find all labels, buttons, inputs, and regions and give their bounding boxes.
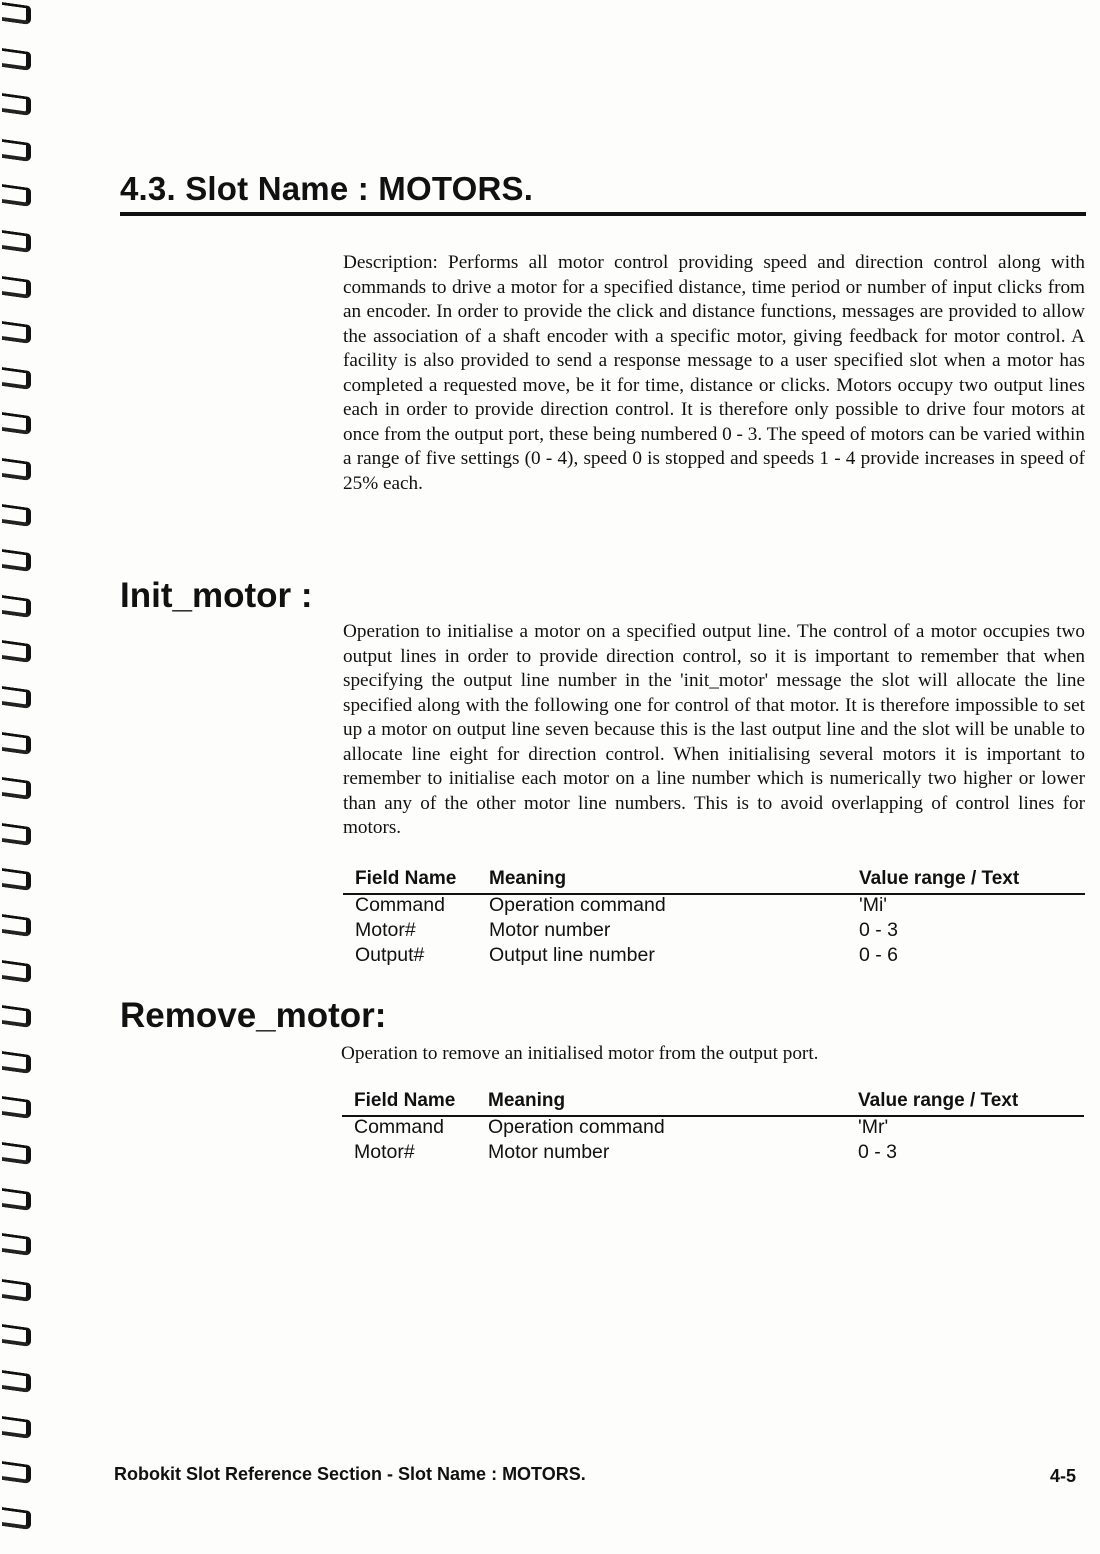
binding-ring — [2, 868, 31, 891]
description-paragraph: Description: Performs all motor control providing speed and direction control along with commands to drive a motor for a specified distance, time period or number of input clicks from an encoder. In order to provide the click and distance functions, messages are provided to allow the association of a shaft encoder with a specific motor, giving feedback for motor control. A facility is also provided to send a response message to a user specified slot when a motor has completed a requested move, be it for time, distance or clicks. Motors occupy two output lines each in order to provide direction control. It is therefore only possible to drive four motors at once from the output port, these being numbered 0 - 3. The speed of motors can be varied within a range of five settings (0 - 4), speed 0 is stopped and speeds 1 - 4 provide increases in speed of 25% each. — [343, 252, 1085, 494]
binding-ring — [2, 458, 31, 481]
binding-ring — [2, 321, 31, 344]
binding-ring — [2, 1188, 31, 1211]
binding-ring — [2, 367, 31, 390]
binding-ring — [2, 823, 31, 846]
binding-ring — [2, 914, 31, 937]
cell-field: Command — [355, 894, 445, 916]
cell-field: Command — [354, 1116, 444, 1138]
init-motor-table — [355, 868, 1085, 969]
cell-field: Output# — [355, 944, 425, 966]
binding-ring — [2, 1233, 31, 1256]
table-row — [355, 919, 1085, 944]
binding-ring — [2, 1324, 31, 1347]
binding-ring — [2, 777, 31, 800]
cell-meaning: Motor number — [489, 919, 611, 941]
binding-ring — [2, 595, 31, 618]
binding-ring — [2, 1005, 31, 1028]
table-header — [354, 1090, 1084, 1116]
binding-ring — [2, 1051, 31, 1074]
binding-ring — [2, 48, 31, 71]
binding-ring — [2, 93, 31, 116]
header-value-range: Value range / Text — [858, 1090, 1019, 1111]
header-meaning: Meaning — [488, 1090, 566, 1111]
section-heading: 4.3. Slot Name : MOTORS. — [120, 170, 534, 207]
cell-meaning: Output line number — [489, 944, 655, 966]
binding-ring — [2, 549, 31, 572]
binding-ring — [2, 504, 31, 527]
cell-value: 0 - 6 — [859, 944, 899, 966]
binding-ring — [2, 276, 31, 299]
cell-value: 0 - 3 — [859, 919, 899, 941]
cell-meaning: Motor number — [488, 1141, 610, 1163]
table-row — [355, 944, 1085, 969]
cell-value: 'Mi' — [859, 894, 888, 916]
remove-motor-heading: Remove_motor: — [120, 996, 387, 1035]
cell-value: 'Mr' — [858, 1116, 889, 1138]
heading-rule — [120, 212, 1086, 216]
cell-value: 0 - 3 — [858, 1141, 898, 1163]
table-row — [354, 1141, 1084, 1166]
header-field-name: Field Name — [355, 868, 457, 889]
binding-ring — [2, 1507, 31, 1530]
cell-field: Motor# — [355, 919, 416, 941]
cell-meaning: Operation command — [488, 1116, 665, 1138]
binding-ring — [2, 2, 31, 25]
page-number: 4-5 — [1050, 1466, 1077, 1486]
cell-meaning: Operation command — [489, 894, 666, 916]
header-field-name: Field Name — [354, 1090, 456, 1111]
binding-ring — [2, 412, 31, 435]
binding-ring — [2, 1461, 31, 1484]
init-motor-heading: Init_motor : — [120, 576, 313, 615]
table-row — [354, 1116, 1084, 1141]
binding-ring — [2, 1142, 31, 1165]
header-meaning: Meaning — [489, 868, 567, 889]
table-row — [355, 894, 1085, 919]
footer-title: Robokit Slot Reference Section - Slot Name : MOTORS. — [114, 1464, 586, 1484]
init-motor-paragraph: Operation to initialise a motor on a specified output line. The control of a motor occupies two output lines in order to provide direction control, so it is important to remember that when specifying the output line number in the 'init_motor' message the slot will allocate the line specified along with the following one for control of that motor. It is therefore impossible to set up a motor on output line seven because this is the last output line and the slot will be unable to allocate line eight for direction control. When initialising several motors it is important to remember to initialise each motor on a line number which is numerically two higher or lower than any of the other motor line numbers. This is to avoid overlapping of control lines for motors. — [343, 621, 1085, 838]
binding-ring — [2, 1416, 31, 1439]
cell-field: Motor# — [354, 1141, 415, 1163]
binding-ring — [2, 640, 31, 663]
binding-ring — [2, 1370, 31, 1393]
remove-motor-table — [354, 1090, 1084, 1166]
remove-motor-paragraph: Operation to remove an initialised motor from the output port. — [341, 1043, 819, 1064]
binding-ring — [2, 139, 31, 162]
header-value-range: Value range / Text — [859, 868, 1020, 889]
spiral-binding — [0, 0, 40, 1554]
binding-ring — [2, 960, 31, 983]
binding-ring — [2, 1279, 31, 1302]
binding-ring — [2, 230, 31, 253]
binding-ring — [2, 184, 31, 207]
binding-ring — [2, 686, 31, 709]
binding-ring — [2, 732, 31, 755]
table-header — [355, 868, 1085, 894]
binding-ring — [2, 1096, 31, 1119]
